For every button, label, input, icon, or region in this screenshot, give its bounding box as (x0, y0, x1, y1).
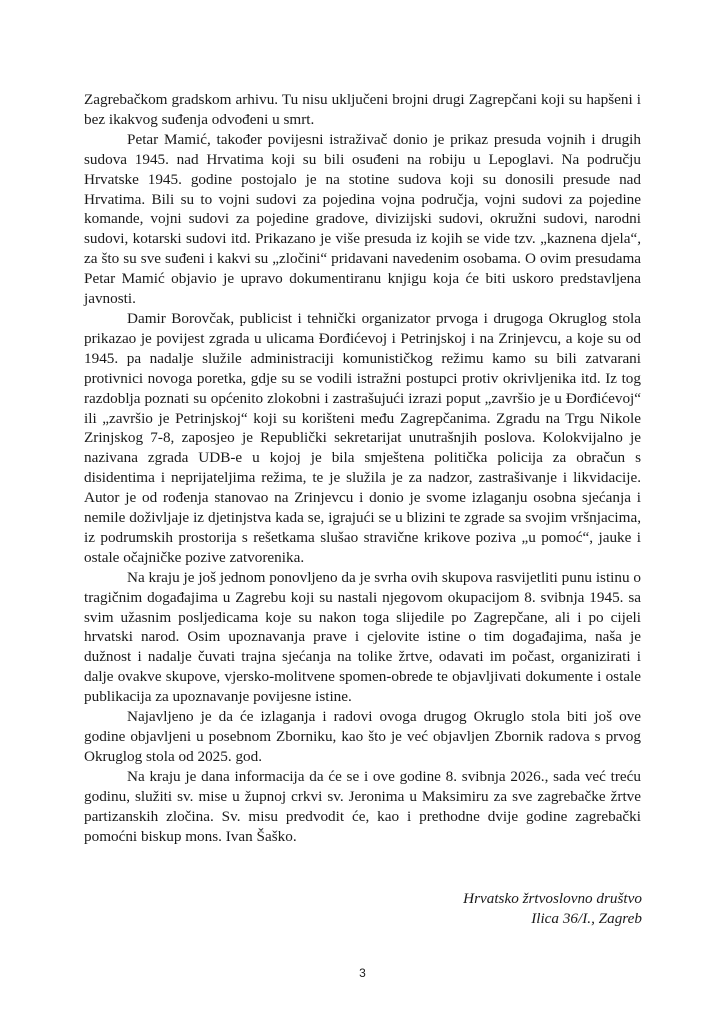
paragraph-borovcak: Damir Borovčak, publicist i tehnički organizator prvoga i drugoga Okruglog stola prikazao je povijest zgrada u ulicama Đorđićevoj i Petrinjskoj i na Zrinjevcu, a koje su od 1945. pa nadalje služile administraciji komunističkog režimu kamo su bili zatvarani protivnici novoga poretka, gdje su se vodili istražni postupci protiv okrivljenika itd. Iz tog razdoblja poznati su općenito zlokobni i zastrašujući izrazi poput „završio je u Đorđićevoj“ ili „završio je Petrinjskoj“ koji su korišteni među Zagrepčanima. Zgradu na Trgu Nikole Zrinjskog 7-8, zaposjeo je Republički sekretarijat unutrašnjih poslova. Kolokvijalno je nazivana zgrada UDB-e u kojoj je bila smještena politička policija za obračun s disidentima i neprijateljima režima, te je služila je za nadzor, zastrašivanje i likvidacije. Autor je od rođenja stanovao na Zrinjevcu i donio je svome izlaganju osobna sjećanja i nemile doživljaje iz djetinjstva kada se, igrajući se u blizini te zgrade sa svojim vršnjacima, iz podrumskih prostorija s rešetkama slušao stravične krikove poziva „u pomoć“, jauke i ostale očajničke pozive zatvorenika. (84, 309, 641, 566)
paragraph-mamic: Petar Mamić, također povijesni istraživač donio je prikaz presuda vojnih i drugih sudova 1945. nad Hrvatima koji su bili osuđeni na robiju u Lepoglavi. Na području Hrvatske 1945. godine postojalo je na stotine sudova koji su donosili presude nad Hrvatima. Bili su to vojni sudovi za pojedina vojna područja, vojni sudovi za pojedine komande, vojni sudovi za pojedine gradove, divizijski sudovi, okružni sudovi, narodni sudovi, kotarski sudovi itd. Prikazano je više presuda iz kojih se vide tzv. „kaznena djela“, za što su sve suđeni i kakvi su „zločini“ pridavani navedenim osobama. O ovim presudama Petar Mamić objavio je upravo dokumentiranu knjigu koja će biti uskoro predstavljena javnosti. (84, 130, 641, 308)
signature-address: Ilica 36/I., Zagreb (531, 910, 642, 927)
body-text (84, 90, 641, 846)
paragraph-mass-info: Na kraju je dana informacija da će se i ove godine 8. svibnja 2026., sada već treću godinu, služiti sv. mise u župnoj crkvi sv. Jeronima u Maksimiru za sve zagrebačke žrtve partizanskih zločina. Sv. misu predvodit će, kao i prethodne dvije godine zagrebački pomoćni biskup mons. Ivan Šaško. (84, 767, 641, 845)
paragraph-purpose: Na kraju je još jednom ponovljeno da je svrha ovih skupova rasvijetliti punu istinu o tragičnim događajima u Zagrebu koji su nastali njegovom okupacijom 8. svibnja 1945. sa svim užasnim posljedicama koje su nakon toga slijedile po Zagrepčane, ali i po cijeli hrvatski narod. Osim upoznavanja prave i cjelovite istine o tim događajima, naša je dužnost i nadalje čuvati trajna sjećanja na tolike žrtve, odavati im počast, organizirati i dalje ovakve skupove, vjersko-molitvene spomen-obrede te objavljivati dokumente i ostale publikacija za upoznavanje povijesne istine. (84, 568, 641, 706)
paragraph-zbornik: Najavljeno je da će izlaganja i radovi ovoga drugog Okruglo stola biti još ove godine objavljeni u posebnom Zborniku, kao što je već objavljen Zbornik radova s prvog Okruglog stola od 2025. god. (84, 708, 641, 765)
signature-block (342, 889, 642, 929)
signature-organization: Hrvatsko žrtvoslovno društvo (463, 890, 642, 907)
page-number: 3 (359, 966, 366, 980)
paragraph-continuation: Zagrebačkom gradskom arhivu. Tu nisu uključeni brojni drugi Zagrepčani koji su hapšeni i bez ikakvog suđenja odvođeni u smrt. (84, 91, 641, 128)
